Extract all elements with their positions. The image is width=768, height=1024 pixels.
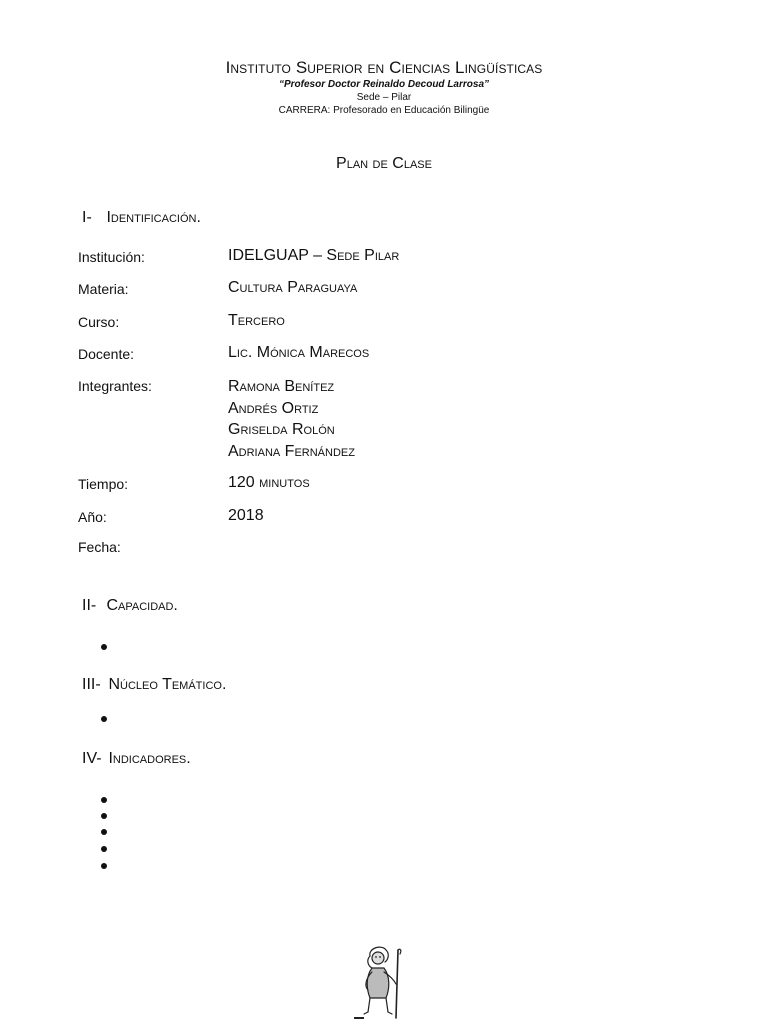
label-institucion: Institución: <box>78 249 145 265</box>
section-title: Indicadores. <box>108 750 191 767</box>
bullet-point <box>101 846 107 852</box>
institute-name: Instituto Superior en Ciencias Lingüísticas <box>225 58 543 77</box>
bullet-point <box>101 863 107 869</box>
label-fecha: Fecha: <box>78 539 121 555</box>
section-title: Capacidad. <box>106 597 178 614</box>
integrante-name: Adriana Fernández <box>228 442 355 460</box>
value-integrantes <box>228 376 355 462</box>
bullet-point <box>101 813 107 819</box>
value-curso: Tercero <box>228 312 285 329</box>
value-tiempo: 120 minutos <box>228 474 310 491</box>
figure-illustration <box>352 942 412 1022</box>
section-title: Núcleo Temático. <box>108 676 227 693</box>
section-title: Identificación. <box>106 209 201 226</box>
value-docente: Lic. Mónica Marecos <box>228 344 370 361</box>
integrante-name: Ramona Benítez <box>228 378 335 395</box>
bullet-point <box>101 716 107 722</box>
label-integrantes: Integrantes: <box>78 378 152 394</box>
section-number: II- <box>82 597 97 614</box>
integrante-name: Andrés Ortiz <box>228 399 319 417</box>
integrante-name: Griselda Rolón <box>228 421 335 438</box>
label-curso: Curso: <box>78 314 120 330</box>
label-anio: Año: <box>78 509 107 525</box>
career-line: CARRERA: Profesorado en Educación Bilingüe <box>278 105 490 116</box>
bullet-point <box>101 829 107 835</box>
label-tiempo: Tiempo: <box>78 476 129 492</box>
value-anio: 2018 <box>228 507 264 524</box>
bullet-point <box>101 797 107 803</box>
section-nucleo-heading <box>82 676 226 694</box>
plan-title: Plan de Clase <box>336 155 432 172</box>
value-materia: Cultura Paraguaya <box>228 279 358 296</box>
label-docente: Docente: <box>78 346 135 362</box>
institute-sede: Sede – Pilar <box>356 92 412 103</box>
section-number: III- <box>82 676 101 693</box>
label-materia: Materia: <box>78 281 129 297</box>
section-capacidad-heading <box>82 597 178 615</box>
section-number: I- <box>82 209 92 226</box>
section-indicadores-heading <box>82 750 191 768</box>
section-identificacion-heading <box>82 209 201 227</box>
document-header <box>0 58 768 117</box>
institute-subtitle: “Profesor Doctor Reinaldo Decoud Larrosa” <box>278 79 490 90</box>
section-number: IV- <box>82 750 102 767</box>
value-institucion: IDELGUAP – Sede Pilar <box>228 247 400 264</box>
bullet-point <box>101 644 107 650</box>
